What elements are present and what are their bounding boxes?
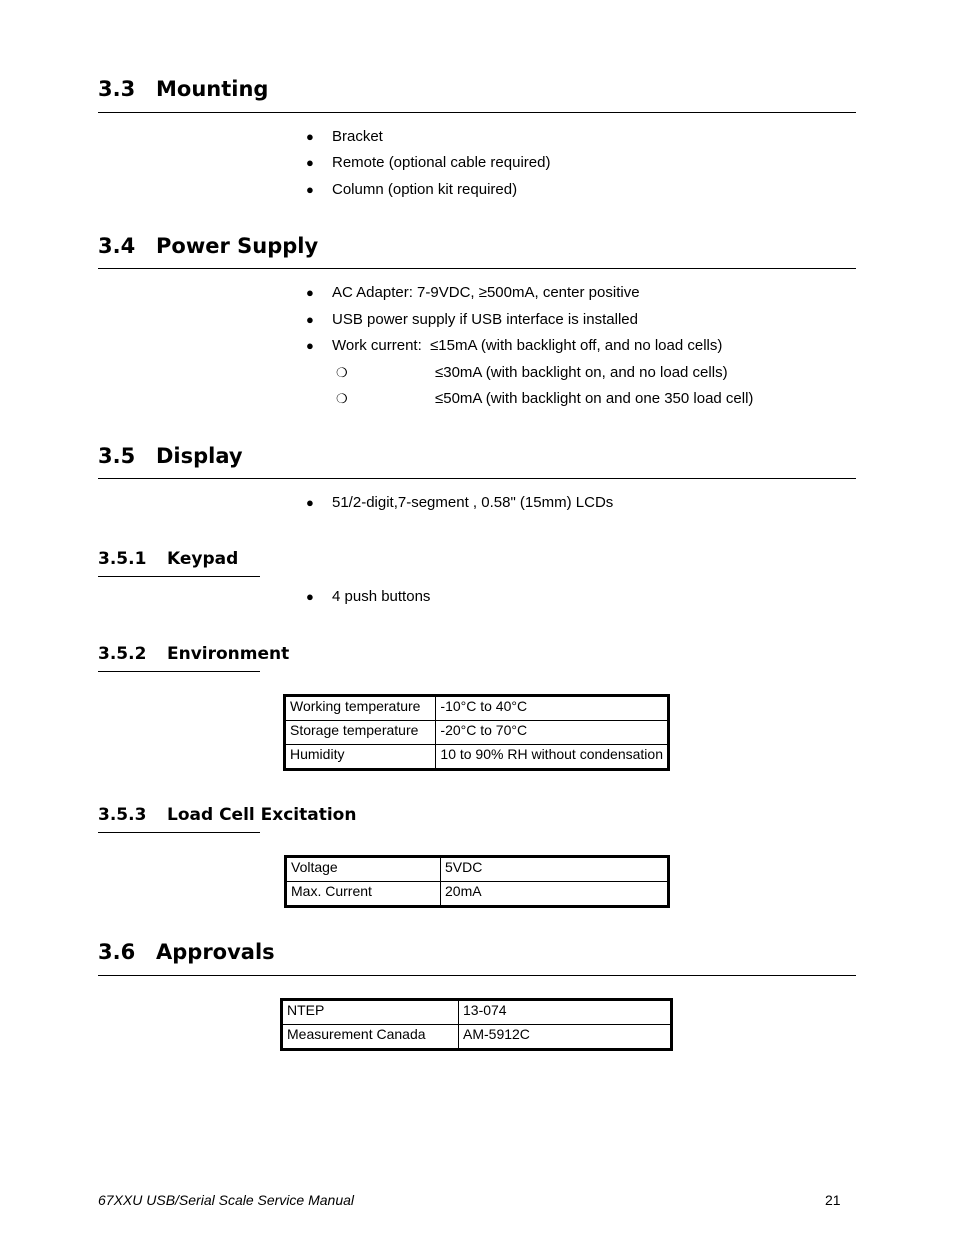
table-cell: Measurement Canada: [282, 1025, 459, 1050]
section-title: Mounting: [156, 77, 269, 101]
table-cell: NTEP: [282, 1000, 459, 1025]
table-cell: 5VDC: [441, 857, 669, 882]
section-heading-approvals: [98, 940, 275, 964]
table-cell: Voltage: [286, 857, 441, 882]
section-title: Keypad: [167, 549, 239, 569]
table-cell: Humidity: [285, 745, 436, 770]
table-row: [282, 1000, 672, 1025]
section-number: 3.5: [98, 444, 136, 468]
section-heading-display: [98, 444, 243, 468]
list-item: ● AC Adapter: 7-9VDC, ≥500mA, center positive: [306, 284, 640, 301]
section-number: 3.6: [98, 940, 136, 964]
table-cell: 20mA: [441, 882, 669, 907]
list-item: ● Work current: ≤15mA (with backlight off, and no load cells): [306, 337, 723, 354]
approvals-table: [280, 998, 673, 1051]
circle-bullet-icon: ❍: [336, 365, 348, 380]
heading-rule: [98, 671, 260, 672]
heading-rule: [98, 576, 260, 577]
table-cell: 13-074: [459, 1000, 672, 1025]
table-row: [285, 721, 669, 745]
bullet-icon: ●: [306, 155, 314, 170]
section-title: Environment: [167, 644, 290, 664]
table-cell: -10°C to 40°C: [436, 696, 669, 721]
list-item: ● 4 push buttons: [306, 588, 431, 605]
bullet-icon: ●: [306, 285, 314, 300]
bullet-icon: ●: [306, 495, 314, 510]
section-number: 3.4: [98, 234, 136, 258]
section-heading-load-cell-excitation: [98, 805, 356, 825]
bullet-icon: ●: [306, 129, 314, 144]
table-row: [286, 857, 669, 882]
table-row: [286, 882, 669, 907]
bullet-icon: ●: [306, 338, 314, 353]
bullet-icon: ●: [306, 312, 314, 327]
table-row: [285, 745, 669, 770]
table-cell: Storage temperature: [285, 721, 436, 745]
heading-rule: [98, 478, 856, 479]
table-row: [282, 1025, 672, 1050]
section-title: Display: [156, 444, 243, 468]
list-item: ● USB power supply if USB interface is installed: [306, 311, 638, 328]
bullet-icon: ●: [306, 589, 314, 604]
heading-rule: [98, 112, 856, 113]
list-item: ● Column (option kit required): [306, 181, 518, 198]
section-heading-environment: [98, 644, 289, 664]
table-cell: Max. Current: [286, 882, 441, 907]
table-cell: 10 to 90% RH without condensation: [436, 745, 669, 770]
page-number: 21: [825, 1192, 841, 1208]
section-heading-power-supply: [98, 234, 318, 258]
section-number: 3.3: [98, 77, 136, 101]
list-item: ● Remote (optional cable required): [306, 154, 551, 171]
heading-rule: [98, 975, 856, 976]
section-number: 3.5.1: [98, 549, 147, 569]
section-number: 3.5.3: [98, 805, 147, 825]
circle-bullet-icon: ❍: [336, 391, 348, 406]
list-item: ● Bracket: [306, 128, 383, 145]
section-number: 3.5.2: [98, 644, 147, 664]
load-cell-table: [284, 855, 670, 908]
heading-rule: [98, 268, 856, 269]
section-title: Load Cell Excitation: [167, 805, 357, 825]
table-cell: AM-5912C: [459, 1025, 672, 1050]
section-title: Power Supply: [156, 234, 319, 258]
section-title: Approvals: [156, 940, 275, 964]
section-heading-keypad: [98, 549, 238, 569]
table-cell: Working temperature: [285, 696, 436, 721]
list-item: ● 51/2-digit,7-segment , 0.58" (15mm) LCDs: [306, 494, 614, 511]
table-row: [285, 696, 669, 721]
section-heading-mounting: [98, 77, 268, 101]
heading-rule: [98, 832, 260, 833]
table-cell: -20°C to 70°C: [436, 721, 669, 745]
footer-title: 67XXU USB/Serial Scale Service Manual: [98, 1192, 355, 1208]
bullet-icon: ●: [306, 182, 314, 197]
environment-table: [283, 694, 670, 771]
